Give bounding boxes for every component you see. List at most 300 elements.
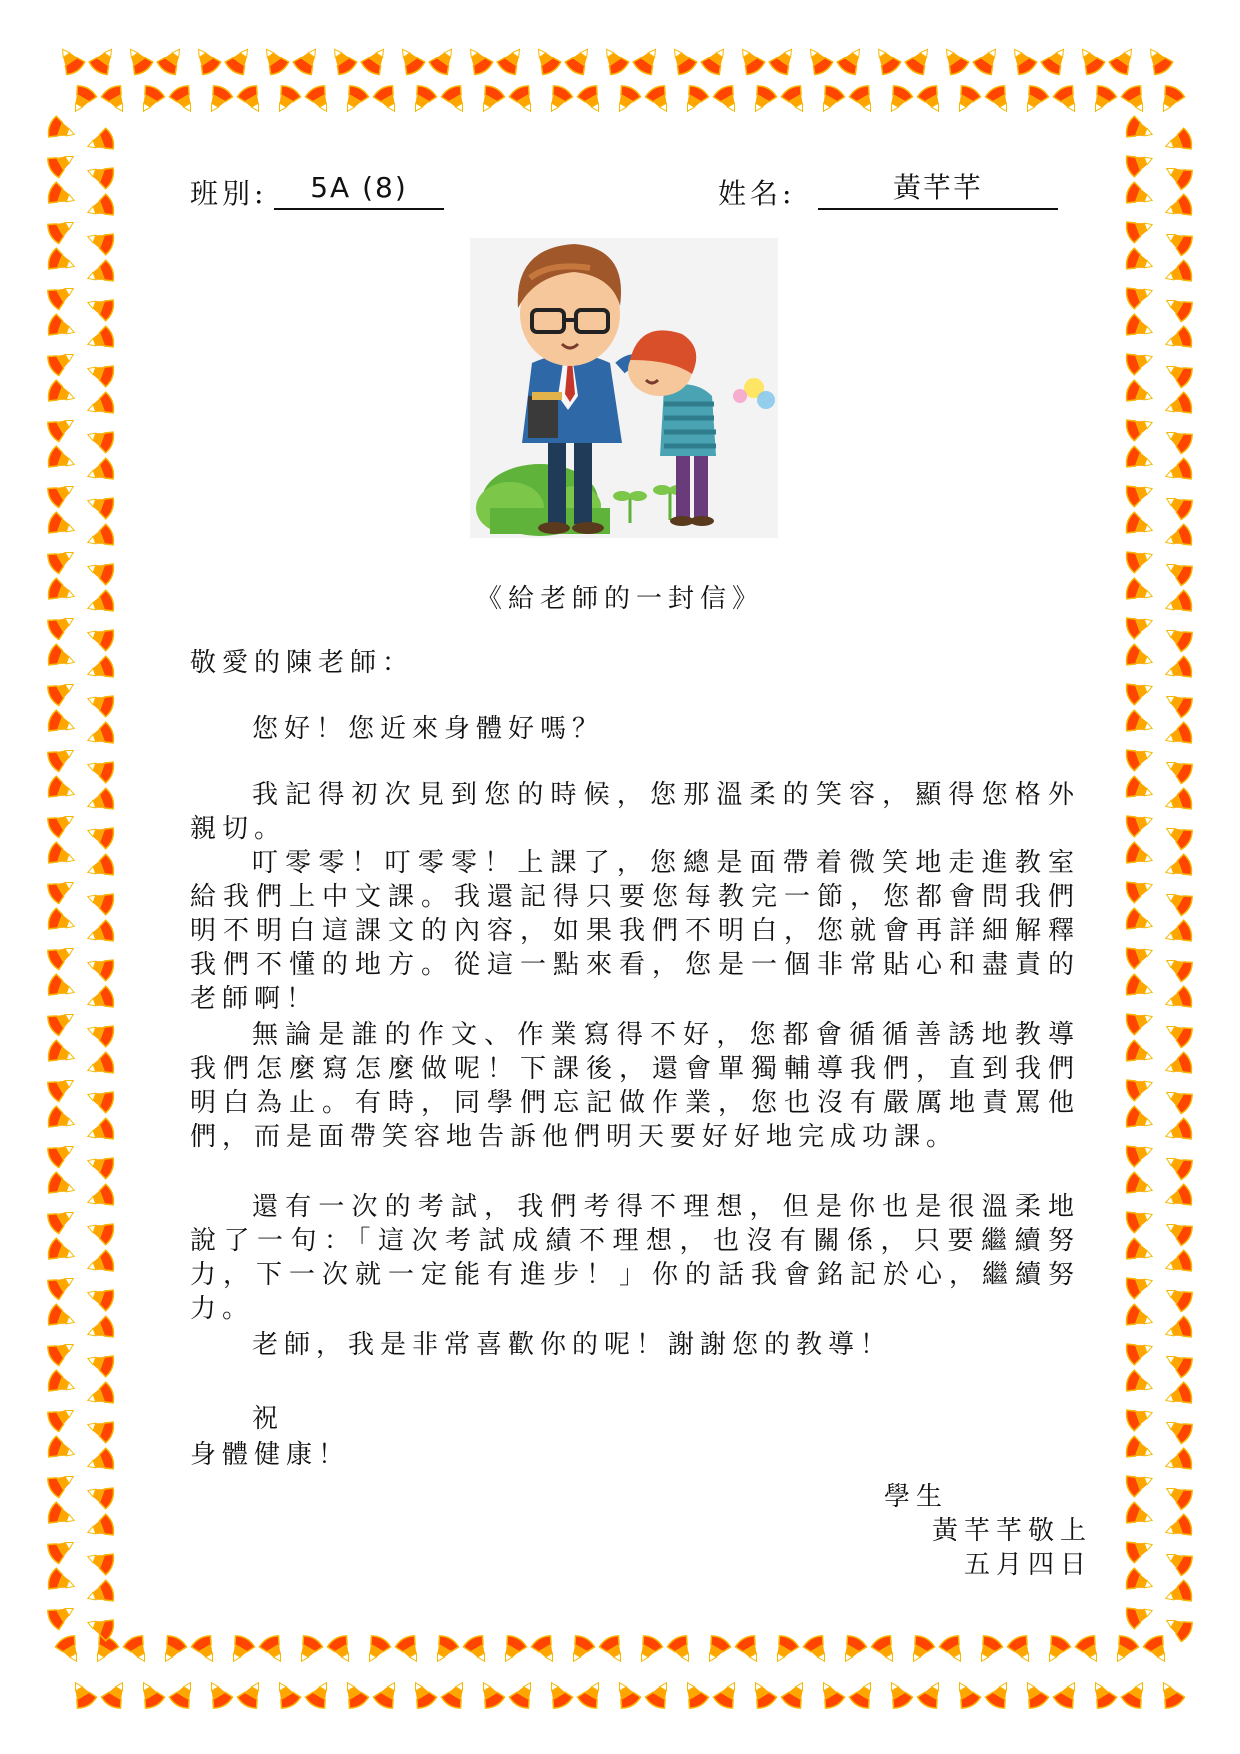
candy-corn-icon (814, 1677, 846, 1711)
candy-corn-icon (1161, 1611, 1195, 1643)
candy-corn-icon (938, 1633, 970, 1667)
candy-corn-icon (84, 160, 116, 190)
candy-corn-icon (1124, 1567, 1156, 1597)
candy-corn-icon (84, 1513, 116, 1543)
candy-corn-icon (45, 147, 79, 179)
candy-corn-icon (1074, 43, 1107, 77)
candy-corn-icon (870, 1633, 902, 1667)
candy-corn-icon (84, 688, 116, 718)
candy-corn-icon (1162, 1513, 1194, 1543)
candy-corn-icon (1161, 1479, 1195, 1511)
candy-corn-icon (394, 1633, 426, 1667)
candy-corn-icon (46, 1369, 78, 1399)
candy-corn-icon (1124, 709, 1156, 739)
candy-corn-icon (84, 1051, 116, 1081)
candy-corn-icon (46, 973, 78, 1003)
candy-corn-icon (678, 1677, 710, 1711)
candy-corn-icon (84, 1315, 116, 1345)
candy-corn-icon (972, 43, 1005, 77)
candy-corn-icon (1124, 1138, 1156, 1168)
candy-corn-icon (1052, 83, 1084, 117)
candy-corn-icon (916, 1677, 948, 1711)
candy-corn-icon (270, 83, 302, 117)
candy-corn-icon (84, 193, 116, 223)
candy-corn-icon (224, 43, 257, 77)
candy-corn-icon (84, 1249, 116, 1279)
candy-corn-icon (406, 83, 438, 117)
candy-corn-icon (1040, 43, 1073, 77)
candy-corn-icon (84, 523, 116, 553)
candy-corn-icon (45, 1401, 79, 1433)
candy-corn-icon (848, 83, 880, 117)
candy-corn-icon (496, 43, 529, 77)
candy-corn-icon (45, 1203, 79, 1235)
candy-corn-icon (1124, 247, 1156, 277)
candy-corn-icon (45, 1071, 79, 1103)
candy-corn-icon (1124, 1534, 1156, 1564)
candy-corn-icon (46, 775, 78, 805)
candy-corn-icon (1162, 457, 1194, 487)
candy-corn-icon (270, 1677, 302, 1711)
candy-corn-icon (1161, 1149, 1195, 1181)
candy-corn-icon (814, 83, 846, 117)
candy-corn-icon (1162, 1579, 1194, 1609)
candy-corn-icon (1006, 1633, 1038, 1667)
candy-corn-icon (1086, 1677, 1118, 1711)
candy-corn-icon (700, 43, 733, 77)
candy-corn-icon (84, 1117, 116, 1147)
candy-corn-icon (1124, 511, 1156, 541)
candy-corn-icon (802, 43, 835, 77)
candy-corn-icon (428, 1633, 460, 1667)
candy-corn-icon (870, 43, 903, 77)
candy-corn-icon (156, 1633, 188, 1667)
candy-corn-icon (46, 445, 78, 475)
candy-corn-icon (84, 919, 116, 949)
candy-corn-icon (530, 43, 563, 77)
candy-corn-icon (1124, 214, 1156, 244)
candy-corn-icon (1162, 127, 1194, 157)
candy-corn-icon (1161, 885, 1195, 917)
candy-corn-icon (45, 1467, 79, 1499)
candy-corn-icon (1124, 1237, 1156, 1267)
candy-corn-icon (84, 622, 116, 652)
candy-corn-icon (100, 1677, 132, 1711)
candy-corn-icon (1124, 1303, 1156, 1333)
candy-corn-icon (1124, 742, 1156, 772)
candy-corn-icon (542, 1677, 574, 1711)
candy-corn-icon (904, 43, 937, 77)
candy-corn-icon (1124, 181, 1156, 211)
candy-corn-icon (84, 1084, 116, 1114)
candy-corn-icon (610, 83, 642, 117)
candy-corn-icon (904, 1633, 936, 1667)
candy-corn-icon (84, 721, 116, 751)
candy-corn-icon (462, 1633, 494, 1667)
candy-corn-icon (224, 1633, 256, 1667)
candy-corn-icon (632, 1633, 664, 1667)
candy-corn-icon (1161, 819, 1195, 851)
candy-corn-icon (1161, 1545, 1195, 1577)
candy-corn-icon (46, 181, 78, 211)
candy-corn-icon (258, 1633, 290, 1667)
candy-corn-icon (84, 1546, 116, 1576)
candy-corn-icon (45, 1005, 79, 1037)
candy-corn-icon (45, 807, 79, 839)
candy-corn-icon (46, 511, 78, 541)
candy-corn-icon (440, 1677, 472, 1711)
candy-corn-icon (45, 1599, 79, 1631)
candy-corn-icon (1162, 193, 1194, 223)
candy-corn-icon (45, 1335, 79, 1367)
candy-corn-icon (802, 1633, 834, 1667)
candy-corn-icon (54, 1633, 86, 1667)
candy-corn-icon (1006, 43, 1039, 77)
candy-corn-icon (1018, 83, 1050, 117)
candy-corn-icon (1124, 808, 1156, 838)
candy-corn-icon (882, 1677, 914, 1711)
candy-corn-icon (84, 985, 116, 1015)
candy-corn-icon (678, 83, 710, 117)
candy-corn-icon (1040, 1633, 1072, 1667)
candy-corn-icon (576, 83, 608, 117)
candy-corn-icon (1161, 753, 1195, 785)
candy-corn-icon (1142, 43, 1175, 77)
candy-corn-icon (666, 43, 699, 77)
candy-corn-icon (46, 907, 78, 937)
signature-role: 學生 (884, 1482, 949, 1512)
candy-corn-icon (100, 83, 132, 117)
candy-corn-icon (1162, 721, 1194, 751)
candy-corn-icon (46, 1567, 78, 1597)
candy-corn-icon (1161, 291, 1195, 323)
candy-corn-icon (1161, 1215, 1195, 1247)
candy-corn-icon (84, 226, 116, 256)
candy-corn-icon (712, 83, 744, 117)
candy-corn-icon (45, 939, 79, 971)
candy-corn-icon (360, 1633, 392, 1667)
candy-corn-icon (84, 952, 116, 982)
candy-corn-icon (84, 1579, 116, 1609)
candy-corn-icon (984, 83, 1016, 117)
closing-wish-1: 祝 (252, 1404, 285, 1434)
candy-corn-icon (1162, 1381, 1194, 1411)
candy-corn-icon (440, 83, 472, 117)
letter-title: 《給老師的一封信》 (475, 584, 764, 614)
candy-corn-icon (46, 1435, 78, 1465)
candy-corn-icon (768, 43, 801, 77)
candy-corn-icon (1124, 1600, 1156, 1630)
candy-corn-icon (1124, 1072, 1156, 1102)
candy-corn-icon (508, 83, 540, 117)
candy-corn-icon (1161, 1281, 1195, 1313)
candy-corn-icon (848, 1677, 880, 1711)
candy-corn-icon (564, 43, 597, 77)
class-field: 5A (8) (274, 170, 444, 210)
candy-corn-icon (46, 115, 78, 145)
candy-corn-icon (496, 1633, 528, 1667)
candy-corn-icon (576, 1677, 608, 1711)
candy-corn-icon (746, 83, 778, 117)
paragraph-4: 無論是誰的作文、作業寫得不好，您都會循循善誘地教導我們怎麼寫怎麼做呢！下課後，還會單獨輔導我們，直到我們明白為止。有時，同學們忘記做作業，您也沒有嚴厲地責罵他們，而是面帶笑容地告訴他們明天要好好地完成功課。 (190, 1020, 1080, 1152)
salutation: 敬愛的陳老師： (190, 648, 415, 678)
candy-corn-icon (1108, 1633, 1140, 1667)
candy-corn-icon (46, 1237, 78, 1267)
candy-corn-icon (45, 1533, 79, 1565)
candy-corn-icon (394, 43, 427, 77)
candy-corn-icon (1124, 775, 1156, 805)
candy-corn-icon (1120, 83, 1152, 117)
candy-corn-icon (1162, 985, 1194, 1015)
candy-corn-icon (1120, 1677, 1152, 1711)
candy-corn-icon (984, 1677, 1016, 1711)
candy-corn-icon (202, 1677, 234, 1711)
candy-corn-icon (632, 43, 665, 77)
candy-corn-icon (1124, 874, 1156, 904)
candy-corn-icon (1124, 1501, 1156, 1531)
signature-name: 黃芊芊敬上 (931, 1516, 1092, 1546)
candy-corn-icon (1124, 478, 1156, 508)
candy-corn-icon (938, 43, 971, 77)
candy-corn-icon (258, 43, 291, 77)
candy-corn-icon (292, 43, 325, 77)
candy-corn-icon (236, 83, 268, 117)
candy-corn-icon (372, 1677, 404, 1711)
candy-corn-icon (45, 477, 79, 509)
candy-corn-icon (45, 411, 79, 443)
candy-corn-icon (84, 1282, 116, 1312)
candy-corn-icon (304, 1677, 336, 1711)
candy-corn-icon (84, 787, 116, 817)
candy-corn-icon (84, 358, 116, 388)
candy-corn-icon (406, 1677, 438, 1711)
candy-corn-icon (1124, 148, 1156, 178)
candy-corn-icon (1162, 1183, 1194, 1213)
candy-corn-icon (45, 345, 79, 377)
candy-corn-icon (1162, 919, 1194, 949)
candy-corn-icon (84, 292, 116, 322)
candy-corn-icon (84, 1183, 116, 1213)
candy-corn-icon (122, 1633, 154, 1667)
candy-corn-icon (1124, 1336, 1156, 1366)
paragraph-3: 叮零零！叮零零！上課了，您總是面帶着微笑地走進教室給我們上中文課。我還記得只要您每教完一節，您都會問我們明不明白這課文的內容，如果我們不明白，您就會再詳細解釋我們不懂的地方。從這一點來看，您是一個非常貼心和盡責的老師啊！ (190, 848, 1080, 1014)
candy-corn-icon (54, 43, 87, 77)
candy-corn-icon (45, 1137, 79, 1169)
candy-corn-icon (84, 490, 116, 520)
name-field: 黃芊芊 (818, 170, 1058, 210)
candy-corn-icon (882, 83, 914, 117)
candy-corn-icon (236, 1677, 268, 1711)
candy-corn-icon (84, 820, 116, 850)
candy-corn-icon (84, 853, 116, 883)
candy-corn-icon (836, 43, 869, 77)
candy-corn-icon (360, 43, 393, 77)
candy-corn-icon (1161, 1413, 1195, 1445)
candy-corn-icon (1124, 1204, 1156, 1234)
candy-corn-icon (1162, 391, 1194, 421)
candy-corn-icon (1124, 973, 1156, 1003)
candy-corn-icon (1162, 325, 1194, 355)
candy-corn-icon (84, 1381, 116, 1411)
candy-corn-icon (84, 1216, 116, 1246)
candy-corn-icon (1154, 83, 1186, 117)
candy-corn-icon (84, 754, 116, 784)
candy-corn-icon (1124, 115, 1156, 145)
candy-corn-icon (156, 43, 189, 77)
candy-corn-icon (1162, 1447, 1194, 1477)
candy-corn-icon (84, 424, 116, 454)
candy-corn-icon (1161, 357, 1195, 389)
candy-corn-icon (84, 1447, 116, 1477)
candy-corn-icon (1124, 445, 1156, 475)
candy-corn-icon (1161, 687, 1195, 719)
candy-corn-icon (190, 43, 223, 77)
paragraph-2: 我記得初次見到您的時候，您那溫柔的笑容，顯得您格外親切。 (190, 780, 1080, 844)
candy-corn-icon (202, 83, 234, 117)
candy-corn-icon (1142, 1633, 1174, 1667)
candy-corn-icon (168, 1677, 200, 1711)
candy-corn-icon (1124, 1270, 1156, 1300)
candy-corn-icon (45, 741, 79, 773)
candy-corn-icon (1124, 841, 1156, 871)
candy-corn-icon (542, 83, 574, 117)
candy-corn-icon (66, 83, 98, 117)
candy-corn-icon (1108, 43, 1141, 77)
candy-corn-icon (46, 643, 78, 673)
candy-corn-icon (598, 1633, 630, 1667)
candy-corn-icon (1124, 346, 1156, 376)
candy-corn-icon (1124, 1039, 1156, 1069)
candy-corn-icon (45, 873, 79, 905)
paragraph-5: 還有一次的考試，我們考得不理想，但是你也是很溫柔地說了一句：「這次考試成績不理想，也沒有關係，只要繼續努力，下一次就一定能有進步！」你的話我會銘記於心，繼續努力。 (190, 1192, 1080, 1324)
candy-corn-icon (1018, 1677, 1050, 1711)
candy-corn-icon (768, 1633, 800, 1667)
candy-corn-icon (46, 313, 78, 343)
candy-corn-icon (372, 83, 404, 117)
candy-corn-icon (1161, 1017, 1195, 1049)
paragraph-6: 老師，我是非常喜歡你的呢！謝謝您的教導！ (252, 1330, 893, 1360)
candy-corn-icon (474, 83, 506, 117)
candy-corn-icon (88, 43, 121, 77)
candy-corn-icon (45, 213, 79, 245)
candy-corn-icon (1162, 523, 1194, 553)
candy-corn-icon (666, 1633, 698, 1667)
class-label: 班別: (190, 177, 268, 210)
candy-corn-icon (84, 1018, 116, 1048)
candy-corn-icon (45, 675, 79, 707)
candy-corn-icon (84, 886, 116, 916)
candy-corn-icon (836, 1633, 868, 1667)
candy-corn-icon (46, 247, 78, 277)
candy-corn-icon (462, 43, 495, 77)
candy-corn-icon (1161, 951, 1195, 983)
candy-corn-icon (46, 1303, 78, 1333)
candy-corn-icon (46, 1039, 78, 1069)
candy-corn-icon (45, 279, 79, 311)
candy-corn-icon (598, 43, 631, 77)
candy-corn-icon (326, 43, 359, 77)
candy-corn-icon (1124, 907, 1156, 937)
candy-corn-icon (1124, 544, 1156, 574)
candy-corn-icon (508, 1677, 540, 1711)
candy-corn-icon (1124, 1006, 1156, 1036)
candy-corn-icon (1162, 1249, 1194, 1279)
candy-corn-icon (950, 1677, 982, 1711)
candy-corn-icon (46, 1171, 78, 1201)
candy-corn-icon (84, 325, 116, 355)
candy-corn-icon (84, 1150, 116, 1180)
candy-corn-icon (46, 841, 78, 871)
candy-corn-icon (338, 1677, 370, 1711)
candy-corn-icon (1161, 621, 1195, 653)
candy-corn-icon (326, 1633, 358, 1667)
candy-corn-icon (916, 83, 948, 117)
candy-corn-icon (134, 83, 166, 117)
candy-corn-icon (1074, 1633, 1106, 1667)
candy-corn-icon (1154, 1677, 1186, 1711)
candy-corn-icon (700, 1633, 732, 1667)
candy-corn-icon (1124, 940, 1156, 970)
candy-corn-icon (1162, 1117, 1194, 1147)
candy-corn-icon (564, 1633, 596, 1667)
candy-corn-icon (972, 1633, 1004, 1667)
candy-corn-icon (610, 1677, 642, 1711)
candy-corn-icon (644, 83, 676, 117)
candy-corn-icon (84, 457, 116, 487)
candy-corn-icon (1162, 1315, 1194, 1345)
candy-corn-icon (46, 1105, 78, 1135)
candy-corn-icon (1124, 280, 1156, 310)
candy-corn-icon (84, 259, 116, 289)
candy-corn-icon (734, 1633, 766, 1667)
candy-corn-icon (84, 1348, 116, 1378)
candy-corn-icon (1086, 83, 1118, 117)
candy-corn-icon (45, 1269, 79, 1301)
candy-corn-icon (84, 1414, 116, 1444)
candy-corn-icon (1124, 1468, 1156, 1498)
candy-corn-icon (1161, 1083, 1195, 1115)
candy-corn-icon (1124, 1105, 1156, 1135)
candy-corn-icon (46, 1501, 78, 1531)
candy-corn-icon (734, 43, 767, 77)
candy-corn-icon (292, 1633, 324, 1667)
candy-corn-icon (1161, 159, 1195, 191)
candy-corn-icon (1162, 1051, 1194, 1081)
candy-corn-icon (338, 83, 370, 117)
candy-corn-icon (1124, 643, 1156, 673)
candy-corn-icon (1162, 259, 1194, 289)
candy-corn-icon (84, 391, 116, 421)
candy-corn-icon (1162, 787, 1194, 817)
candy-corn-icon (950, 83, 982, 117)
candy-corn-icon (1161, 423, 1195, 455)
candy-corn-icon (46, 379, 78, 409)
candy-corn-icon (134, 1677, 166, 1711)
candy-corn-icon (84, 655, 116, 685)
candy-corn-icon (1162, 655, 1194, 685)
candy-corn-icon (644, 1677, 676, 1711)
closing-wish-2: 身體健康！ (190, 1440, 351, 1470)
candy-corn-icon (530, 1633, 562, 1667)
name-label: 姓名: (718, 177, 796, 210)
candy-corn-icon (190, 1633, 222, 1667)
candy-corn-icon (1124, 1171, 1156, 1201)
teacher-and-student-illustration (470, 238, 778, 538)
candy-corn-icon (428, 43, 461, 77)
candy-corn-icon (1124, 412, 1156, 442)
candy-corn-icon (1162, 853, 1194, 883)
candy-corn-icon (1124, 313, 1156, 343)
